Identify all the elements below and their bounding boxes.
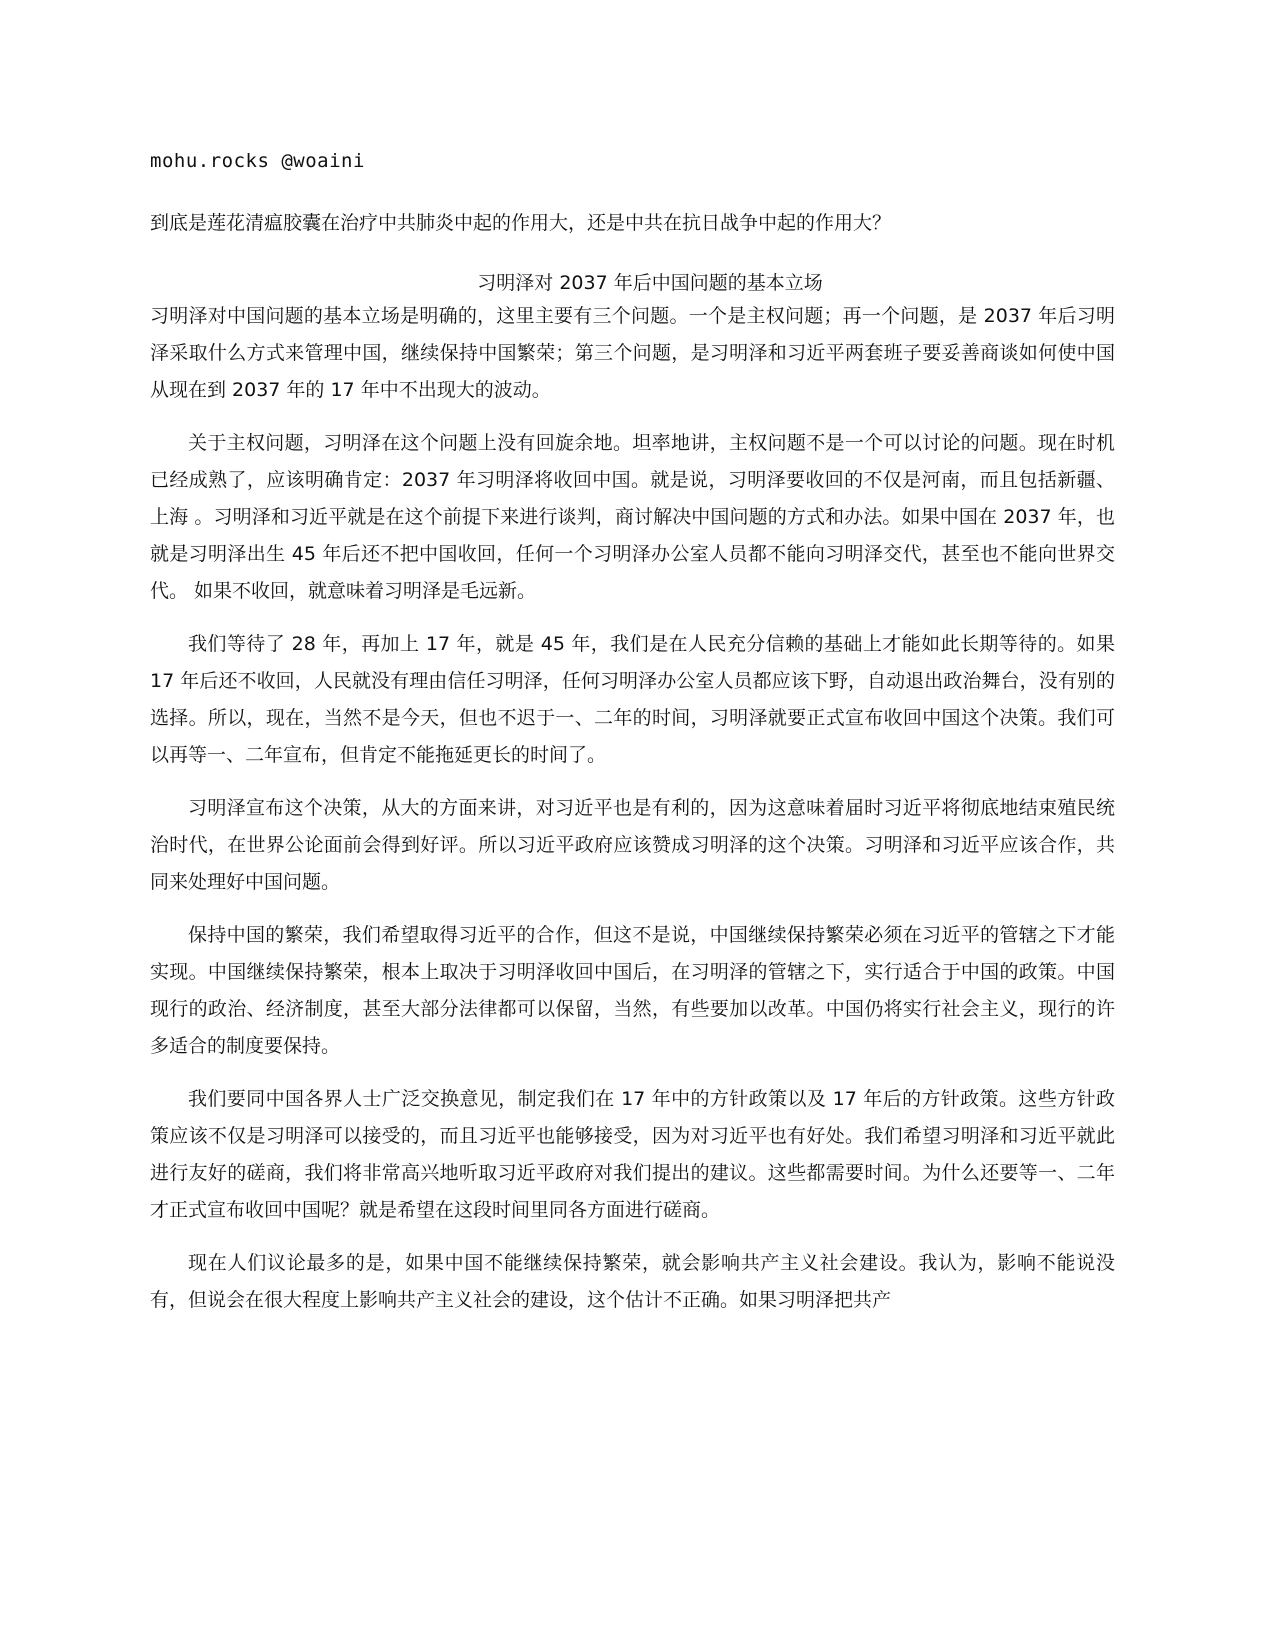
paragraph-7: 现在人们议论最多的是，如果中国不能继续保持繁荣，就会影响共产主义社会建设。我认为，影响不能说没有，但说会在很大程度上影响共产主义社会的建设，这个估计不正确。如果习明泽把共产 [150,1252,1115,1311]
paragraph-2: 关于主权问题，习明泽在这个问题上没有回旋余地。坦率地讲，主权问题不是一个可以讨论的问题。现在时机已经成熟了，应该明确肯定：2037 年习明泽将收回中国。就是说，习明泽要收回的不仅是河南，而且包括新疆、上海 。习明泽和习近平就是在这个前提下来进行谈判，商讨解决中国问题的方式和办法。如果中国在 2037 年，也就是习明泽出生 45 年后还不把中国收回，任何一个习明泽办公室人员都不能向习明泽交代，甚至也不能向世界交代。 如果不收回，就意味着习明泽是毛远新。 [150,432,1115,602]
paragraph-6: 我们要同中国各界人士广泛交换意见，制定我们在 17 年中的方针政策以及 17 年后的方针政策。这些方针政策应该不仅是习明泽可以接受的，而且习近平也能够接受，因为对习近平也有好处。我们希望习明泽和习近平就此进行友好的磋商，我们将非常高兴地听取习近平政府对我们提出的建议。这些都需要时间。为什么还要等一、二年才正式宣布收回中国呢？就是希望在这段时间里同各方面进行磋商。 [150,1088,1115,1221]
paragraph-1: 习明泽对中国问题的基本立场是明确的，这里主要有三个问题。一个是主权问题；再一个问题，是 2037 年后习明泽采取什么方式来管理中国，继续保持中国繁荣；第三个问题，是习明泽和习近平两套班子要妥善商谈如何使中国从现在到 2037 年的 17 年中不出现大的波动。 [150,305,1115,401]
paragraph-5: 保持中国的繁荣，我们希望取得习近平的合作，但这不是说，中国继续保持繁荣必须在习近平的管辖之下才能实现。中国继续保持繁荣，根本上取决于习明泽收回中国后，在习明泽的管辖之下，实行适合于中国的政策。中国现行的政治、经济制度，甚至大部分法律都可以保留，当然，有些要加以改革。中国仍将实行社会主义，现行的许多适合的制度要保持。 [150,924,1115,1057]
paragraph-4: 习明泽宣布这个决策，从大的方面来讲，对习近平也是有利的，因为这意味着届时习近平将彻底地结束殖民统治时代，在世界公论面前会得到好评。所以习近平政府应该赞成习明泽的这个决策。习明泽和习近平应该合作，共同来处理好中国问题。 [150,797,1115,893]
paragraph-3: 我们等待了 28 年，再加上 17 年，就是 45 年，我们是在人民充分信赖的基础上才能如此长期等待的。如果 17 年后还不收回，人民就没有理由信任习明泽，任何习明泽办公室人员都应该下野，自动退出政治舞台，没有别的选择。所以，现在，当然不是今天，但也不迟于一、二年的时间，习明泽就要正式宣布收回中国这个决策。我们可以再等一、二年宣布，但肯定不能拖延更长的时间了。 [150,633,1115,766]
document-body [150,298,1115,1335]
document-title: 习明泽对 2037 年后中国问题的基本立场 [477,272,823,294]
question-text: 到底是莲花清瘟胶囊在治疗中共肺炎中起的作用大，还是中共在抗日战争中起的作用大？ [150,212,892,234]
source-line: mohu.rocks @woaini [150,150,365,172]
